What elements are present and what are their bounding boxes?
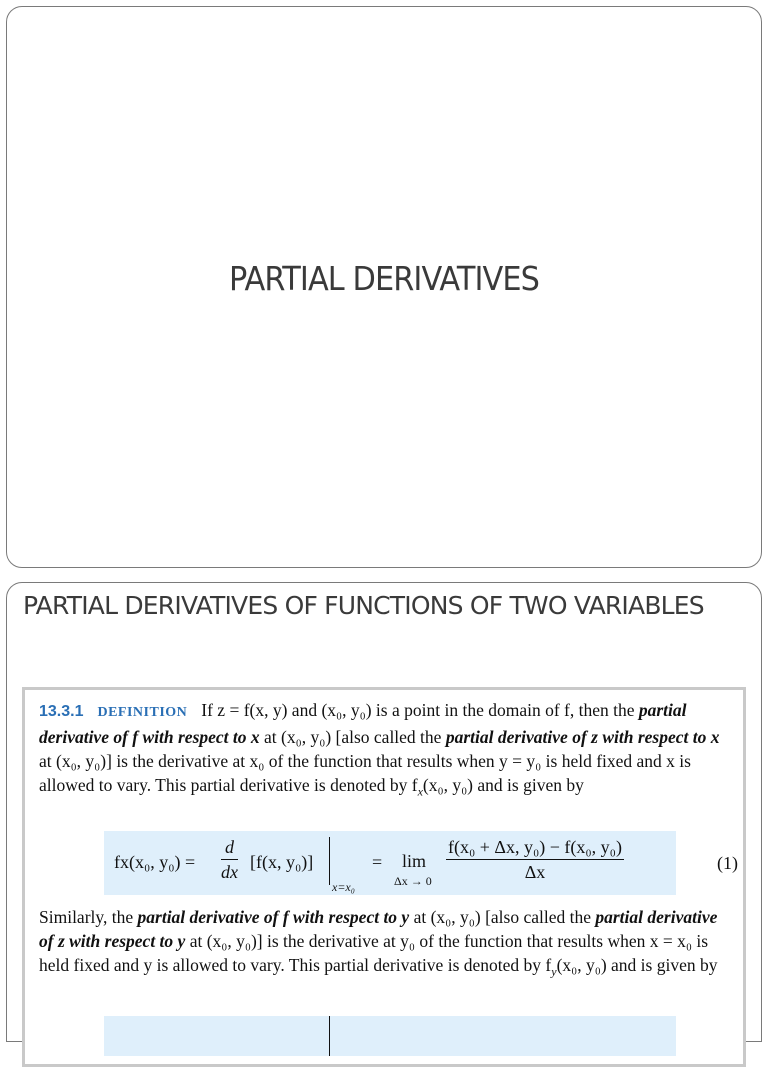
definition-label: DEFINITION: [97, 705, 188, 720]
evaluation-bar: [329, 837, 330, 885]
limit-subscript: Δx → 0: [394, 874, 432, 888]
difference-quotient: $\frac{\text{f(x₀ + Δx, y₀) − f(x₀, y₀)}}{\Delta x}$: [448, 837, 622, 882]
limit-operator: lim: [402, 851, 427, 871]
equation-number: (1): [717, 853, 738, 873]
content-slide: [6, 582, 762, 1042]
equals-sign: =: [372, 852, 383, 872]
slide-heading: PARTIAL DERIVATIVES OF FUNCTIONS OF TWO VARIABLES: [23, 591, 704, 620]
definition-box: [22, 687, 746, 1067]
slide-title: PARTIAL DERIVATIVES: [229, 259, 539, 298]
definition-term-fy: partial derivative of f with respect to y: [137, 907, 410, 927]
evaluation-point: x=x₀: [332, 880, 355, 894]
definition-number: 13.3.1: [39, 703, 84, 720]
equation-box-2: [104, 1016, 676, 1056]
definition-paragraph-2: Similarly, the partial derivative of f with respect to y at (x₀, y₀) [also called the partial derivative of z with respect to y at (x₀, y₀)] is the derivative at y₀ of the function that results when x = x₀ is held fixed and y is allowed to vary. This partial derivative is denoted by $f_y(x_0$, y₀) and is given by: [39, 907, 718, 979]
equation-bracket: [f(x, y₀)]: [250, 852, 314, 872]
definition-term-fx: partial derivative of f with respect to x: [39, 700, 687, 747]
evaluation-bar-2: [329, 1016, 330, 1056]
derivative-operator: $\frac{d}{dx}$: [221, 837, 238, 882]
definition-paragraph: 13.3.1 DEFINITION If z = f(x, y) and (x₀, y₀) is a point in the domain of f, then the partial derivative of f with respect to x at (x₀, y₀) [also called the partial derivative of z with respect to x at (x₀, y₀)] is the derivative at x₀ of the function that results when y = y₀ is held fixed and x is allowed to vary. This partial derivative is denoted by $f_x(x_0$, y₀) and is given by: [39, 700, 720, 799]
equation-box: [104, 831, 738, 895]
definition-term-zy: partial derivative of z with respect to y: [39, 907, 718, 951]
title-slide: [6, 6, 762, 568]
definition-text: If z = f(x, y) and (x₀, y₀) is a point in the domain of f, then the: [201, 700, 639, 720]
definition-term-zx: partial derivative of z with respect to x: [445, 727, 720, 747]
equation-lhs: fx(x₀, y₀) =: [114, 852, 196, 872]
